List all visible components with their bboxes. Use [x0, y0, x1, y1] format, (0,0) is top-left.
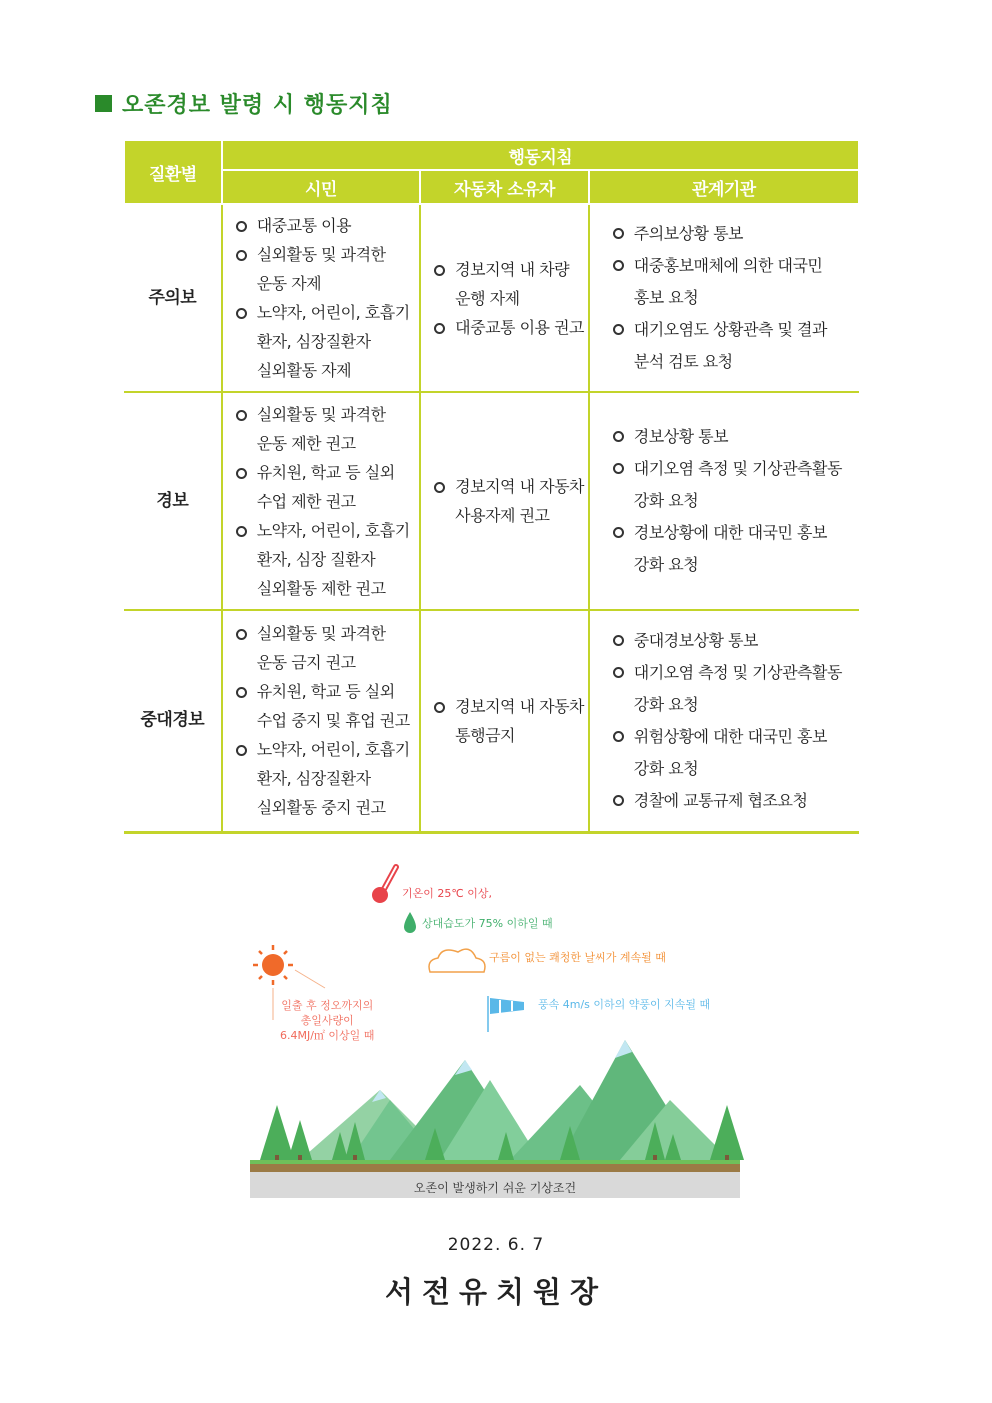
list-item-line: 통행금지: [455, 725, 515, 745]
list-item: [612, 517, 859, 581]
ozone-conditions-illustration: [240, 860, 750, 1205]
list-item-line: 분석 검토 요청: [633, 352, 733, 371]
citizen-cell: [222, 204, 420, 392]
list-item: [612, 250, 859, 314]
list-item: [433, 692, 588, 750]
list-item: [612, 785, 859, 817]
agency-list: [612, 625, 859, 817]
humidity-condition: 상대습도가 75% 이하일 때: [422, 917, 553, 930]
list-item-line: 중대경보상황 통보: [633, 630, 758, 650]
sunlight-condition: [280, 998, 374, 1043]
list-item: [612, 421, 859, 453]
table-body: [124, 204, 859, 832]
illustration-caption: 오존이 발생하기 쉬운 기상조건: [413, 1181, 577, 1195]
header-citizen: 시민: [222, 170, 420, 204]
list-item-line: 노약자, 어린이, 호흡기: [256, 740, 410, 760]
header-agency: 관계기관: [589, 170, 859, 204]
list-item: [433, 472, 588, 530]
list-item-line: 경보지역 내 자동차: [455, 477, 584, 496]
list-item-line: 대기오염 측정 및 기상관측활동: [633, 662, 842, 682]
stage-cell: 경보: [124, 392, 222, 610]
list-item-line: 위험상황에 대한 대국민 홍보: [633, 726, 827, 746]
table-row: [124, 204, 859, 392]
list-item-line: 환자, 심장 질환자: [256, 549, 376, 569]
list-item: [612, 721, 859, 785]
list-item-line: 실외활동 제한 권고: [256, 578, 386, 598]
list-item-line: 운동 금지 권고: [256, 653, 356, 673]
agency-cell: [589, 610, 859, 832]
mountains: [300, 1040, 730, 1160]
heading-text: 오존경보 발령 시 행동지침: [122, 93, 393, 118]
agency-cell: [589, 392, 859, 610]
temperature-condition: 기온이 25℃ 이상,: [402, 887, 492, 900]
list-item: [612, 218, 859, 250]
list-item-line: 노약자, 어린이, 호흡기: [256, 520, 410, 540]
citizen-cell: [222, 610, 420, 832]
list-item-line: 환자, 심장질환자: [256, 332, 371, 351]
list-item-line: 경보지역 내 차량: [455, 259, 570, 279]
stage-cell: 주의보: [124, 204, 222, 392]
agency-list: [612, 421, 859, 581]
list-item-line: 대기오염도 상황관측 및 결과: [633, 320, 827, 339]
list-item-line: 대기오염 측정 및 기상관측활동: [633, 459, 842, 478]
list-item: [235, 677, 419, 735]
header-car-owner: 자동차 소유자: [420, 170, 589, 204]
list-item: [612, 657, 859, 721]
list-item-line: 운동 제한 권고: [256, 433, 356, 453]
citizen-list: [235, 400, 419, 603]
list-item-line: 운행 자제: [455, 288, 520, 308]
list-item-line: 경보상황에 대한 대국민 홍보: [633, 523, 827, 542]
list-item: [235, 735, 419, 822]
action-guideline-table: [123, 139, 860, 834]
header-stage: 질환별: [124, 140, 222, 204]
sunlight-line-1: 일출 후 정오까지의: [281, 999, 374, 1012]
cloud-icon: [429, 949, 485, 972]
list-item: [235, 400, 419, 458]
list-item-line: 유치원, 학교 등 실외: [256, 682, 395, 702]
document-date: 2022. 6. 7: [447, 1235, 545, 1255]
list-item-line: 환자, 심장질환자: [256, 769, 371, 789]
list-item-line: 홍보 요청: [633, 288, 699, 307]
list-item: [235, 211, 419, 240]
car-cell: [420, 392, 589, 610]
list-item-line: 강화 요청: [633, 555, 699, 574]
list-item-line: 경찰에 교통규제 협조요청: [633, 790, 808, 810]
header-guideline: 행동지침: [222, 140, 859, 170]
list-item: [433, 313, 588, 342]
list-item-line: 경보상황 통보: [633, 427, 729, 446]
windsock-icon: [488, 996, 524, 1032]
list-item-line: 대중교통 이용: [256, 216, 352, 235]
agency-cell: [589, 204, 859, 392]
ground-strip: [250, 1163, 740, 1172]
list-item-line: 실외활동 및 과격한: [256, 245, 386, 264]
cloud-condition: 구름이 없는 쾌청한 날씨가 계속될 때: [489, 951, 666, 964]
list-item: [612, 625, 859, 657]
table-row: [124, 392, 859, 610]
list-item: [235, 298, 419, 385]
thermometer-icon: [372, 867, 396, 903]
list-item-line: 사용자제 권고: [455, 506, 550, 525]
sunlight-line-2: 총일사량이: [300, 1014, 354, 1027]
list-item-line: 실외활동 자제: [256, 361, 352, 380]
list-item-line: 대중홍보매체에 의한 대국민: [633, 256, 823, 275]
list-item-line: 운동 자제: [256, 274, 322, 293]
list-item-line: 경보지역 내 자동차: [455, 696, 584, 716]
car-list: [433, 255, 588, 342]
stage-cell: 중대경보: [124, 610, 222, 832]
list-item-line: 대중교통 이용 권고: [455, 317, 584, 337]
car-list: [433, 472, 588, 530]
list-item-line: 주의보상황 통보: [633, 224, 744, 243]
list-item-line: 실외활동 중지 권고: [256, 798, 386, 818]
list-item: [433, 255, 588, 313]
list-item-line: 강화 요청: [633, 491, 699, 510]
section-heading: [95, 88, 393, 119]
list-item-line: 수업 중지 및 휴업 권고: [256, 711, 410, 731]
citizen-list: [235, 211, 419, 385]
signer-name: 서전유치원장: [384, 1275, 608, 1309]
list-item-line: 실외활동 및 과격한: [256, 404, 386, 424]
wind-condition: 풍속 4m/s 이하의 약풍이 지속될 때: [538, 998, 711, 1011]
list-item-line: 노약자, 어린이, 호흡기: [256, 303, 410, 322]
list-item-line: 강화 요청: [633, 758, 699, 778]
list-item-line: 유치원, 학교 등 실외: [256, 462, 395, 482]
list-item: [235, 458, 419, 516]
table-row: [124, 610, 859, 832]
sunlight-line-3: 6.4MJ/㎡ 이상일 때: [280, 1029, 375, 1042]
list-item-line: 실외활동 및 과격한: [256, 624, 386, 644]
car-cell: [420, 610, 589, 832]
car-list: [433, 692, 588, 750]
square-bullet-icon: [95, 95, 112, 112]
sun-icon: [253, 945, 293, 985]
list-item: [235, 240, 419, 298]
list-item-line: 강화 요청: [633, 694, 699, 714]
water-drop-icon: [404, 912, 416, 933]
citizen-list: [235, 619, 419, 822]
list-item: [612, 314, 859, 378]
list-item-line: 수업 제한 권고: [256, 491, 356, 511]
car-cell: [420, 204, 589, 392]
list-item: [235, 619, 419, 677]
agency-list: [612, 218, 859, 378]
citizen-cell: [222, 392, 420, 610]
list-item: [235, 516, 419, 603]
list-item: [612, 453, 859, 517]
